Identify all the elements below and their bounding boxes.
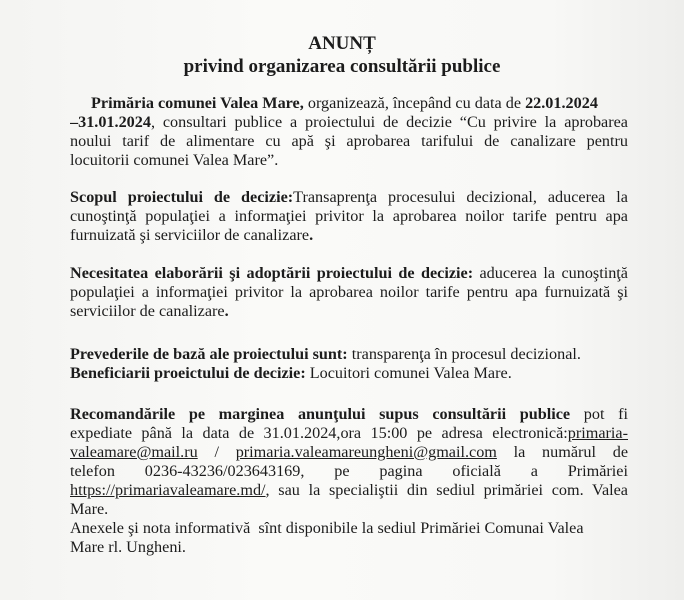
start-date: 22.01.2024	[525, 94, 598, 112]
period: .	[309, 226, 314, 244]
paragraph-5-line-6: Mare.	[70, 500, 109, 518]
paragraph-2-line-1	[70, 188, 628, 207]
paragraph-5-line-3	[70, 443, 628, 462]
section-label-provisions: Prevederile de bază ale proiectului sunt:	[70, 345, 348, 363]
paragraph-text: Locuitori comunei Valea Mare.	[305, 364, 512, 382]
paragraph-text: , sau la specialiştii din sediul primăriei com. Valea	[265, 481, 628, 499]
paragraph-1-line-1	[70, 94, 628, 113]
paragraph-2-line-2: cunoştinţă populaţiei a informaţiei privitor la aprobarea noilor tarife pentru apa	[70, 207, 628, 225]
paragraph-text: expediate până la data de 31.01.2024,ora 15:00 pe adresa electronică:	[70, 424, 568, 442]
organizer-name: Primăria comunei Valea Mare,	[91, 94, 304, 112]
paragraph-5-line-7: Anexele şi nota informativă sînt disponibile la sediul Primăriei Comunai Valea	[70, 519, 584, 537]
section-label-scope: Scopul proiectului de decizie:	[70, 188, 294, 206]
separator: /	[197, 443, 236, 461]
paragraph-3-line-1	[70, 264, 628, 283]
paragraph-4-line-1	[70, 345, 628, 364]
paragraph-3-line-3	[70, 302, 628, 321]
website-link[interactable]: https://primariavaleamare.md/	[70, 481, 266, 499]
email-link-part-1[interactable]: primaria-	[567, 424, 628, 442]
paragraph-text: serviciilor de canalizare	[70, 302, 225, 320]
period: .	[224, 302, 229, 320]
paragraph-text: Transaprenţa procesului decizional, aducerea la	[293, 188, 628, 206]
paragraph-5-line-2	[70, 424, 628, 443]
paragraph-3-line-2: populaţiei a informaţiei privitor la aprobarea noilor tarife pentru apa furnuizată şi	[70, 283, 628, 301]
paragraph-text: organizează, începând cu data de	[303, 94, 526, 112]
section-label-beneficiaries: Beneficiarii proeictului de decizie:	[70, 364, 306, 382]
email-link-gmail[interactable]: primaria.valeamareungheni@gmail.com	[235, 443, 497, 461]
paragraph-2-line-3	[70, 226, 628, 245]
section-label-recommendations: Recomandările pe marginea anunţului supus consultării publice	[70, 405, 571, 423]
paragraph-5-line-4: telefon 0236-43236/023643169, pe pagina oficială a Primăriei	[70, 462, 628, 480]
paragraph-5-line-8: Mare rl. Ungheni.	[70, 538, 186, 556]
paragraph-1-line-3: noului tarif de alimentare cu apă şi aprobarea tarifului de canalizare pentru	[70, 132, 628, 150]
document-subtitle: privind organizarea consultării publice	[183, 56, 501, 77]
end-date: –31.01.2024	[70, 113, 151, 131]
paragraph-1-line-2	[70, 113, 628, 132]
paragraph-text: pot fi	[570, 405, 628, 423]
paragraph-5-line-1	[70, 405, 628, 424]
email-link-mail-ru[interactable]: valeamare@mail.ru	[70, 443, 198, 461]
document-title: ANUNȚ	[308, 33, 376, 54]
paragraph-text: la numărul de	[496, 443, 628, 461]
paragraph-text: aducerea la cunoştinţă	[473, 264, 628, 282]
paragraph-text: transparenţa în procesul decizional.	[347, 345, 581, 363]
paragraph-text: , consultari publice a proiectului de decizie “Cu privire la aprobarea	[150, 113, 628, 131]
paragraph-1-line-4: locuitorii comunei Valea Mare”.	[70, 151, 279, 169]
section-label-necessity: Necesitatea elaborării şi adoptării proiectului de decizie:	[70, 264, 474, 282]
paragraph-4-line-2	[70, 364, 628, 383]
paragraph-text: furnuizată şi serviciilor de canalizare	[70, 226, 310, 244]
paragraph-5-line-5	[70, 481, 628, 500]
